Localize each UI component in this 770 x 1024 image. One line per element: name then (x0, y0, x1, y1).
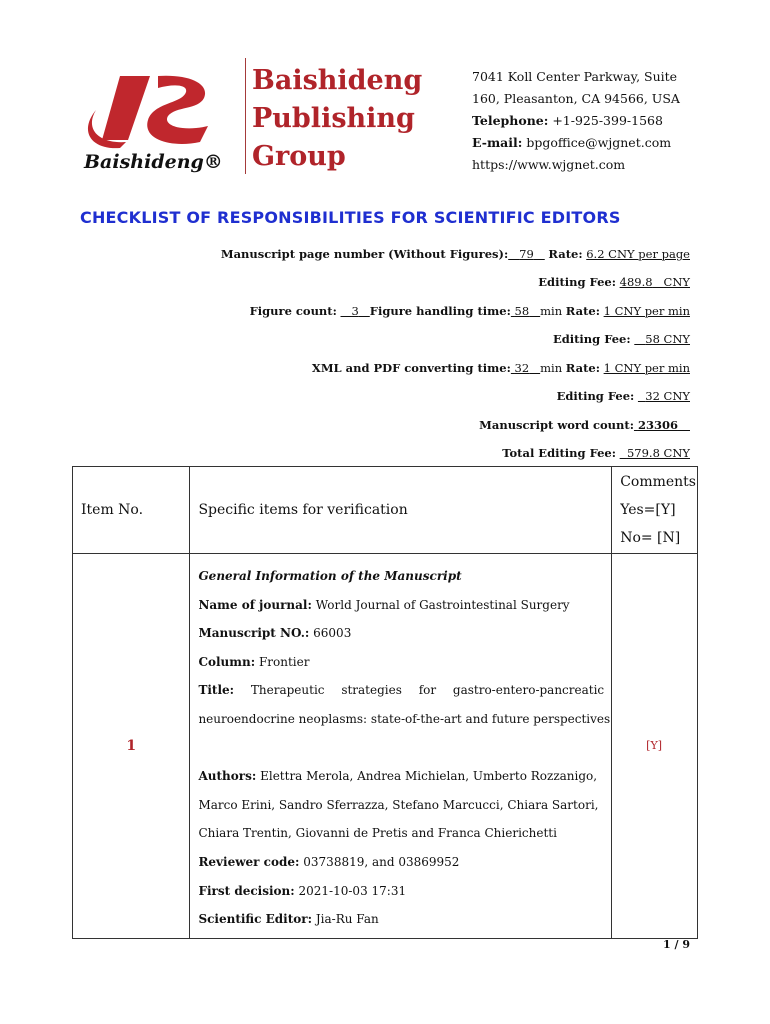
address-line-1: 7041 Koll Center Parkway, Suite (472, 69, 678, 84)
authors-line-1: Authors: Elettra Merola, Andrea Michielan, Umberto Rozzanigo, (198, 769, 598, 784)
journal-name: Name of journal: World Journal of Gastrointestinal Surgery (198, 597, 570, 612)
manuscript-title-line-1: Title: Therapeutic strategies for gastro-entero-pancreatic (198, 683, 605, 698)
xml-fee-line: Editing Fee: 32 CNY (556, 389, 690, 403)
column: Column: Frontier (198, 654, 310, 669)
total-fee-line: Total Editing Fee: 579.8 CNY (502, 446, 690, 460)
item-number-cell: 1 (73, 554, 190, 939)
word-count-line: Manuscript word count: 23306 (479, 418, 678, 432)
manuscript-no: Manuscript NO.: 66003 (198, 626, 352, 641)
header-specific-items: Specific items for verification (190, 467, 612, 554)
baishideng-logo (80, 70, 245, 175)
comment-cell: [Y] (612, 554, 698, 939)
manuscript-title-line-2: neuroendocrine neoplasms: state-of-the-art and future perspectives (198, 711, 611, 726)
header-divider (245, 58, 246, 174)
checklist-table (72, 466, 698, 939)
contact-block (472, 66, 680, 176)
xml-line: XML and PDF converting time: 32 min Rate: 1 CNY per min (311, 361, 690, 375)
letterhead (0, 0, 770, 200)
figure-line: Figure count: 3 Figure handling time: 58 min Rate: 1 CNY per min (249, 304, 690, 318)
website-link[interactable]: https://www.wjgnet.com (472, 157, 626, 172)
first-decision: First decision: 2021-10-03 17:31 (198, 883, 407, 898)
page-indicator: 1 / 9 (663, 938, 690, 951)
svg-text:Baishideng®: Baishideng® (84, 151, 223, 173)
table-row (73, 554, 698, 939)
section-heading: General Information of the Manuscript (198, 569, 462, 583)
document-title: CHECKLIST OF RESPONSIBILITIES FOR SCIENTIFIC EDITORS (80, 208, 621, 227)
figure-fee-line: Editing Fee: 58 CNY (552, 332, 690, 346)
page-fee-line: Editing Fee: 489.8 CNY (538, 275, 690, 289)
header-comments: Comments Yes=[Y] No= [N] (612, 467, 698, 554)
address-line-2: 160, Pleasanton, CA 94566, USA (472, 91, 680, 106)
verification-items-cell (190, 554, 612, 939)
scientific-editor: Scientific Editor: Jia-Ru Fan (198, 912, 379, 927)
table-header-row (73, 467, 698, 554)
header-item-no: Item No. (73, 467, 190, 554)
telephone: Telephone: +1-925-399-1568 (472, 113, 663, 128)
authors-line-3: Chiara Trentin, Giovanni de Pretis and Franca Chierichetti (198, 826, 557, 841)
reviewer-code: Reviewer code: 03738819, and 03869952 (198, 854, 460, 869)
authors-line-2: Marco Erini, Sandro Sferrazza, Stefano Marcucci, Chiara Sartori, (198, 797, 599, 812)
email[interactable]: E-mail: bpgoffice@wjgnet.com (472, 135, 672, 150)
page-number-line: Manuscript page number (Without Figures): 79 Rate: 6.2 CNY per page (220, 247, 690, 261)
brand-name: Baishideng Publishing Group (252, 65, 423, 172)
